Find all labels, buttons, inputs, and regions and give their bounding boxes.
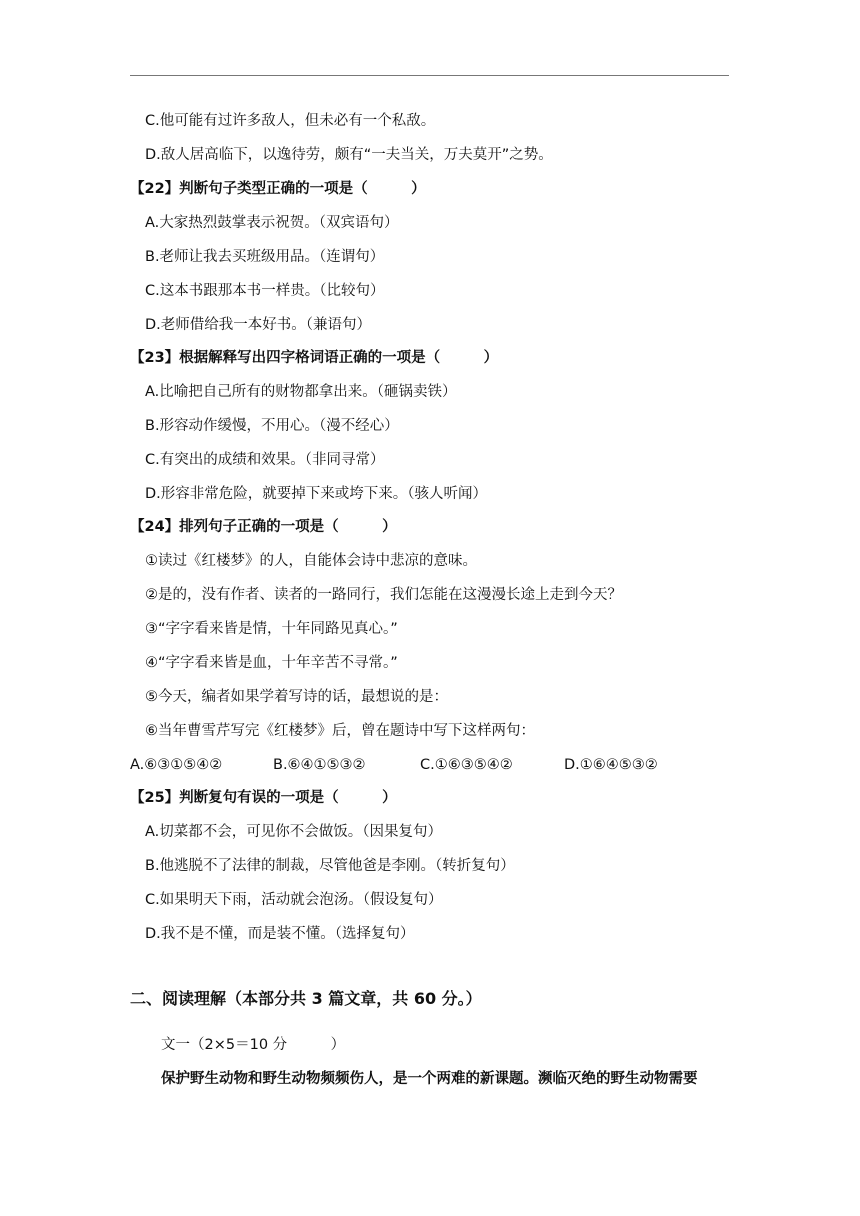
q21-option-d: D.敌人居高临下，以逸待劳，颇有“一夫当关，万夫莫开”之势。 <box>145 147 553 163</box>
q24-option-c: C.①⑥③⑤④② <box>420 757 513 773</box>
text-1-title: 文一（2×5＝10 分 ） <box>161 1037 346 1053</box>
q23-stem: 【23】根据解释写出四字格词语正确的一项是（ ） <box>130 350 499 366</box>
q24-option-d: D.①⑥④⑤③② <box>564 757 658 773</box>
q25-option-a: A.切菜都不会，可见你不会做饭。（因果复句） <box>145 824 443 840</box>
q25-stem: 【25】判断复句有误的一项是（ ） <box>130 790 397 806</box>
q25-option-d: D.我不是不懂，而是装不懂。（选择复句） <box>145 926 415 942</box>
q24-choices <box>130 756 730 774</box>
q21-option-c: C.他可能有过许多敌人，但未必有一个私敌。 <box>145 113 436 129</box>
q23-option-a: A.比喻把自己所有的财物都拿出来。（砸锅卖铁） <box>145 384 457 400</box>
q23-option-d: D.形容非常危险，就要掉下来或垮下来。（骇人听闻） <box>145 486 488 502</box>
q24-sentence-1: ①读过《红楼梦》的人，自能体会诗中悲凉的意味。 <box>145 553 477 569</box>
q24-sentence-6: ⑥当年曹雪芹写完《红楼梦》后，曾在题诗中写下这样两句： <box>145 723 535 739</box>
q25-option-b: B.他逃脱不了法律的制裁，尽管他爸是李刚。（转折复句） <box>145 858 515 874</box>
q22-option-b: B.老师让我去买班级用品。（连谓句） <box>145 249 385 265</box>
q22-option-c: C.这本书跟那本书一样贵。（比较句） <box>145 283 385 299</box>
header-rule <box>130 75 729 76</box>
q24-stem: 【24】排列句子正确的一项是（ ） <box>130 519 397 535</box>
q24-option-b: B.⑥④①⑤③② <box>273 757 366 773</box>
q22-option-a: A.大家热烈鼓掌表示祝贺。（双宾语句） <box>145 215 399 231</box>
q24-sentence-2: ②是的，没有作者、读者的一路同行，我们怎能在这漫漫长途上走到今天？ <box>145 587 622 603</box>
q24-sentence-5: ⑤今天，编者如果学着写诗的话，最想说的是： <box>145 689 448 705</box>
q22-stem: 【22】判断句子类型正确的一项是（ ） <box>130 181 426 197</box>
q24-sentence-4: ④“字字看来皆是血，十年辛苦不寻常。” <box>145 655 398 671</box>
q23-option-b: B.形容动作缓慢，不用心。（漫不经心） <box>145 418 399 434</box>
q24-option-a: A.⑥③①⑤④② <box>130 757 223 773</box>
text-1-paragraph: 保护野生动物和野生动物频频伤人，是一个两难的新课题。濒临灭绝的野生动物需要 <box>161 1071 698 1087</box>
q23-option-c: C.有突出的成绩和效果。（非同寻常） <box>145 452 385 468</box>
q24-sentence-3: ③“字字看来皆是情，十年同路见真心。” <box>145 621 398 637</box>
section-2-title: 二、阅读理解（本部分共 3 篇文章，共 60 分。） <box>130 989 482 1008</box>
q22-option-d: D.老师借给我一本好书。（兼语句） <box>145 317 372 333</box>
q25-option-c: C.如果明天下雨，活动就会泡汤。（假设复句） <box>145 892 443 908</box>
